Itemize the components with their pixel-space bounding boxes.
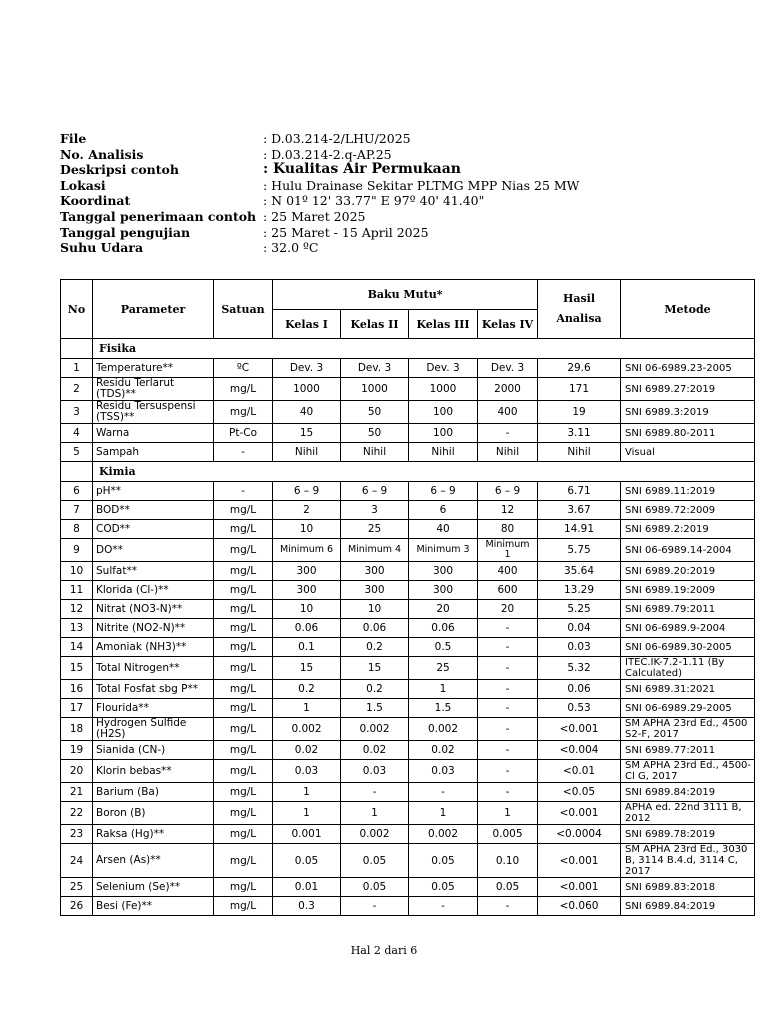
row-kelas-4: -	[478, 897, 538, 916]
row-parameter: Klorin bebas**	[93, 760, 214, 783]
table-row	[61, 424, 755, 443]
header-label: Lokasi	[60, 177, 106, 193]
row-parameter: DO**	[93, 539, 214, 562]
row-kelas-1: 15	[273, 657, 341, 680]
row-kelas-1: 0.02	[273, 741, 341, 760]
row-kelas-3: 6 – 9	[409, 482, 478, 501]
row-kelas-2: 6 – 9	[341, 482, 409, 501]
table-row	[61, 825, 755, 844]
table-row	[61, 539, 755, 562]
header-row	[60, 131, 760, 147]
row-kelas-1: 6 – 9	[273, 482, 341, 501]
row-hasil: 5.75	[538, 539, 621, 562]
row-satuan: mg/L	[214, 401, 273, 424]
row-metode: SNI 6989.79:2011	[621, 600, 755, 619]
row-kelas-1: Minimum 6	[273, 539, 341, 562]
row-kelas-3: 1	[409, 680, 478, 699]
row-kelas-4: -	[478, 638, 538, 657]
row-hasil: 0.04	[538, 619, 621, 638]
row-kelas-3: 1000	[409, 378, 478, 401]
row-kelas-2: 300	[341, 562, 409, 581]
row-kelas-4: -	[478, 680, 538, 699]
row-satuan: mg/L	[214, 741, 273, 760]
row-kelas-1: 0.001	[273, 825, 341, 844]
row-no: 15	[61, 657, 93, 680]
row-hasil: 29.6	[538, 359, 621, 378]
row-metode: SNI 6989.72:2009	[621, 501, 755, 520]
row-kelas-2: 300	[341, 581, 409, 600]
row-parameter: Besi (Fe)**	[93, 897, 214, 916]
header-label: No. Analisis	[60, 146, 144, 162]
row-satuan: mg/L	[214, 878, 273, 897]
row-hasil: 14.91	[538, 520, 621, 539]
row-kelas-3: Dev. 3	[409, 359, 478, 378]
row-kelas-1: 1	[273, 802, 341, 825]
row-kelas-4: 12	[478, 501, 538, 520]
row-parameter: Nitrite (NO2-N)**	[93, 619, 214, 638]
row-metode: SM APHA 23rd Ed., 4500 S2-F, 2017	[621, 718, 755, 741]
header-row	[60, 225, 760, 241]
table-row	[61, 520, 755, 539]
header-value: : 32.0 ºC	[263, 240, 319, 256]
header-label: Deskripsi contoh	[60, 162, 179, 178]
row-no: 20	[61, 760, 93, 783]
row-no: 17	[61, 699, 93, 718]
row-kelas-3: Nihil	[409, 443, 478, 462]
row-kelas-4: 2000	[478, 378, 538, 401]
row-kelas-3: 20	[409, 600, 478, 619]
row-kelas-1: 40	[273, 401, 341, 424]
row-kelas-4: Dev. 3	[478, 359, 538, 378]
row-hasil: 19	[538, 401, 621, 424]
row-metode: SNI 06-6989.30-2005	[621, 638, 755, 657]
row-kelas-4: -	[478, 741, 538, 760]
col-kelas-2: Kelas II	[341, 310, 409, 339]
header-label: Koordinat	[60, 193, 131, 209]
table-row	[61, 482, 755, 501]
row-kelas-1: 0.06	[273, 619, 341, 638]
row-kelas-3: 25	[409, 657, 478, 680]
row-no: 10	[61, 562, 93, 581]
row-hasil: 0.53	[538, 699, 621, 718]
row-hasil: 0.03	[538, 638, 621, 657]
row-metode: SM APHA 23rd Ed., 4500-Cl G, 2017	[621, 760, 755, 783]
row-hasil: <0.001	[538, 802, 621, 825]
row-kelas-4: 20	[478, 600, 538, 619]
row-kelas-3: 0.5	[409, 638, 478, 657]
row-kelas-1: Nihil	[273, 443, 341, 462]
row-kelas-1: 300	[273, 562, 341, 581]
row-kelas-1: 2	[273, 501, 341, 520]
row-parameter: Residu Tersuspensi (TSS)**	[93, 401, 214, 424]
page-number: Hal 2 dari 6	[350, 944, 418, 957]
row-kelas-3: 0.03	[409, 760, 478, 783]
table-row	[61, 581, 755, 600]
header-row	[60, 209, 760, 225]
row-parameter: Hydrogen Sulfide (H2S)	[93, 718, 214, 741]
row-no: 21	[61, 783, 93, 802]
row-kelas-1: 0.03	[273, 760, 341, 783]
row-hasil: 0.06	[538, 680, 621, 699]
header-value: : D.03.214-2.q-AP.25	[263, 146, 392, 162]
row-kelas-2: 0.06	[341, 619, 409, 638]
row-kelas-2: 0.002	[341, 718, 409, 741]
row-satuan: mg/L	[214, 378, 273, 401]
row-kelas-3: 1	[409, 802, 478, 825]
header-value: : D.03.214-2/LHU/2025	[263, 131, 411, 146]
table-row	[61, 657, 755, 680]
header-label: Tanggal penerimaan contoh	[60, 208, 257, 224]
row-parameter: Boron (B)	[93, 802, 214, 825]
row-metode: SNI 6989.20:2019	[621, 562, 755, 581]
row-parameter: pH**	[93, 482, 214, 501]
row-satuan: mg/L	[214, 539, 273, 562]
row-metode: SNI 6989.77:2011	[621, 741, 755, 760]
row-hasil: <0.001	[538, 878, 621, 897]
row-metode: SNI 6989.84:2019	[621, 783, 755, 802]
results-table	[60, 279, 755, 916]
row-kelas-2: -	[341, 783, 409, 802]
row-kelas-3: Minimum 3	[409, 539, 478, 562]
row-metode: Visual	[621, 443, 755, 462]
section-fisika: Fisika	[93, 339, 755, 359]
row-kelas-4: Minimum 1	[478, 539, 538, 562]
row-kelas-1: 0.002	[273, 718, 341, 741]
row-no: 25	[61, 878, 93, 897]
row-parameter: Temperature**	[93, 359, 214, 378]
row-satuan: mg/L	[214, 520, 273, 539]
row-hasil: 6.71	[538, 482, 621, 501]
row-kelas-2: 50	[341, 424, 409, 443]
row-kelas-2: 0.03	[341, 760, 409, 783]
row-kelas-3: 100	[409, 401, 478, 424]
row-kelas-2: 0.02	[341, 741, 409, 760]
row-hasil: 13.29	[538, 581, 621, 600]
row-kelas-3: 300	[409, 581, 478, 600]
row-satuan: -	[214, 482, 273, 501]
header-row	[60, 178, 760, 194]
row-kelas-2: 50	[341, 401, 409, 424]
row-satuan: mg/L	[214, 562, 273, 581]
row-parameter: Selenium (Se)**	[93, 878, 214, 897]
row-kelas-1: 0.3	[273, 897, 341, 916]
section-kimia: Kimia	[93, 462, 755, 482]
row-kelas-3: 6	[409, 501, 478, 520]
row-satuan: mg/L	[214, 897, 273, 916]
row-no: 19	[61, 741, 93, 760]
row-kelas-3: -	[409, 897, 478, 916]
row-kelas-2: 25	[341, 520, 409, 539]
table-row	[61, 378, 755, 401]
col-metode: Metode	[621, 280, 755, 339]
row-no: 6	[61, 482, 93, 501]
row-no: 9	[61, 539, 93, 562]
row-parameter: Flourida**	[93, 699, 214, 718]
row-kelas-4: 0.005	[478, 825, 538, 844]
row-kelas-2: 15	[341, 657, 409, 680]
row-parameter: Arsen (As)**	[93, 844, 214, 878]
row-parameter: Sulfat**	[93, 562, 214, 581]
row-kelas-2: 3	[341, 501, 409, 520]
row-hasil: 3.67	[538, 501, 621, 520]
row-parameter: Amoniak (NH3)**	[93, 638, 214, 657]
row-metode: SNI 6989.31:2021	[621, 680, 755, 699]
header-row	[60, 147, 760, 163]
table-row	[61, 878, 755, 897]
row-kelas-4: -	[478, 699, 538, 718]
row-kelas-3: -	[409, 783, 478, 802]
row-kelas-1: 0.1	[273, 638, 341, 657]
row-kelas-3: 0.002	[409, 718, 478, 741]
row-satuan: mg/L	[214, 501, 273, 520]
row-parameter: Warna	[93, 424, 214, 443]
table-row	[61, 401, 755, 424]
row-hasil: <0.060	[538, 897, 621, 916]
row-kelas-1: 15	[273, 424, 341, 443]
row-kelas-1: 1000	[273, 378, 341, 401]
row-metode: SNI 6989.78:2019	[621, 825, 755, 844]
table-row	[61, 783, 755, 802]
row-kelas-1: Dev. 3	[273, 359, 341, 378]
row-kelas-1: 1	[273, 783, 341, 802]
table-row	[61, 600, 755, 619]
row-kelas-2: 1.5	[341, 699, 409, 718]
row-kelas-2: Minimum 4	[341, 539, 409, 562]
col-baku-mutu: Baku Mutu*	[273, 280, 538, 310]
row-no: 16	[61, 680, 93, 699]
row-metode: SNI 6989.83:2018	[621, 878, 755, 897]
row-satuan: mg/L	[214, 600, 273, 619]
row-no: 13	[61, 619, 93, 638]
row-hasil: <0.001	[538, 718, 621, 741]
header-value: : Kualitas Air Permukaan	[263, 161, 461, 178]
row-satuan: mg/L	[214, 825, 273, 844]
row-no: 11	[61, 581, 93, 600]
row-parameter: Nitrat (NO3-N)**	[93, 600, 214, 619]
row-kelas-1: 0.01	[273, 878, 341, 897]
row-hasil: <0.0004	[538, 825, 621, 844]
row-hasil: <0.004	[538, 741, 621, 760]
row-satuan: mg/L	[214, 844, 273, 878]
row-kelas-2: 0.05	[341, 878, 409, 897]
row-kelas-4: 1	[478, 802, 538, 825]
row-hasil: 3.11	[538, 424, 621, 443]
row-kelas-4: -	[478, 657, 538, 680]
row-no: 4	[61, 424, 93, 443]
row-parameter: Total Nitrogen**	[93, 657, 214, 680]
row-parameter: COD**	[93, 520, 214, 539]
table-row	[61, 802, 755, 825]
row-kelas-2: 0.002	[341, 825, 409, 844]
row-metode: APHA ed. 22nd 3111 B, 2012	[621, 802, 755, 825]
row-hasil: <0.05	[538, 783, 621, 802]
row-kelas-2: -	[341, 897, 409, 916]
header-label: Tanggal pengujian	[60, 224, 191, 240]
row-kelas-1: 10	[273, 520, 341, 539]
header-label: File	[60, 131, 87, 146]
row-kelas-3: 0.002	[409, 825, 478, 844]
header-label: Suhu Udara	[60, 240, 144, 256]
row-kelas-3: 300	[409, 562, 478, 581]
row-kelas-1: 300	[273, 581, 341, 600]
row-metode: SNI 06-6989.23-2005	[621, 359, 755, 378]
row-no: 14	[61, 638, 93, 657]
row-no: 22	[61, 802, 93, 825]
row-kelas-4: -	[478, 783, 538, 802]
report-header	[60, 131, 760, 256]
row-no: 7	[61, 501, 93, 520]
row-satuan: mg/L	[214, 802, 273, 825]
row-parameter: Barium (Ba)	[93, 783, 214, 802]
col-kelas-1: Kelas I	[273, 310, 341, 339]
row-satuan: mg/L	[214, 718, 273, 741]
row-kelas-4: -	[478, 718, 538, 741]
row-satuan: mg/L	[214, 581, 273, 600]
row-kelas-3: 1.5	[409, 699, 478, 718]
row-kelas-2: 10	[341, 600, 409, 619]
row-kelas-1: 0.05	[273, 844, 341, 878]
row-hasil: <0.001	[538, 844, 621, 878]
row-satuan: mg/L	[214, 760, 273, 783]
row-kelas-3: 0.05	[409, 844, 478, 878]
table-row	[61, 443, 755, 462]
row-kelas-4: 400	[478, 562, 538, 581]
table-row	[61, 741, 755, 760]
row-metode: ITEC.IK-7.2-1.11 (By Calculated)	[621, 657, 755, 680]
row-satuan: mg/L	[214, 619, 273, 638]
row-kelas-1: 1	[273, 699, 341, 718]
row-kelas-4: 0.10	[478, 844, 538, 878]
row-no: 1	[61, 359, 93, 378]
row-parameter: BOD**	[93, 501, 214, 520]
row-metode: SNI 6989.3:2019	[621, 401, 755, 424]
header-value: : N 01º 12' 33.77" E 97º 40' 41.40"	[263, 193, 485, 209]
header-value: : 25 Maret 2025	[263, 208, 366, 224]
col-no: No	[61, 280, 93, 339]
table-row	[61, 680, 755, 699]
row-kelas-4: 0.05	[478, 878, 538, 897]
col-kelas-4: Kelas IV	[478, 310, 538, 339]
row-no: 23	[61, 825, 93, 844]
row-kelas-2: Nihil	[341, 443, 409, 462]
col-hasil: Hasil Analisa	[538, 280, 621, 339]
row-kelas-1: 10	[273, 600, 341, 619]
row-kelas-4: 400	[478, 401, 538, 424]
table-row	[61, 359, 755, 378]
row-satuan: mg/L	[214, 699, 273, 718]
header-value: : 25 Maret - 15 April 2025	[263, 224, 429, 240]
col-parameter: Parameter	[93, 280, 214, 339]
row-kelas-4: 6 – 9	[478, 482, 538, 501]
table-row	[61, 718, 755, 741]
row-kelas-2: 0.05	[341, 844, 409, 878]
row-satuan: -	[214, 443, 273, 462]
row-kelas-2: 0.2	[341, 638, 409, 657]
row-parameter: Sampah	[93, 443, 214, 462]
row-parameter: Klorida (Cl-)**	[93, 581, 214, 600]
row-satuan: ºC	[214, 359, 273, 378]
row-satuan: mg/L	[214, 657, 273, 680]
row-metode: SNI 6989.11:2019	[621, 482, 755, 501]
header-row	[60, 162, 760, 178]
row-satuan: Pt-Co	[214, 424, 273, 443]
row-parameter: Raksa (Hg)**	[93, 825, 214, 844]
row-metode: SNI 06-6989.14-2004	[621, 539, 755, 562]
col-kelas-3: Kelas III	[409, 310, 478, 339]
row-kelas-3: 0.05	[409, 878, 478, 897]
table-row	[61, 760, 755, 783]
row-no: 8	[61, 520, 93, 539]
row-metode: SNI 6989.27:2019	[621, 378, 755, 401]
row-no: 24	[61, 844, 93, 878]
row-no: 2	[61, 378, 93, 401]
row-hasil: Nihil	[538, 443, 621, 462]
table-row	[61, 562, 755, 581]
row-metode: SNI 6989.19:2009	[621, 581, 755, 600]
row-kelas-2: 1000	[341, 378, 409, 401]
row-kelas-4: 600	[478, 581, 538, 600]
row-satuan: mg/L	[214, 638, 273, 657]
header-value: : Hulu Drainase Sekitar PLTMG MPP Nias 25 MW	[263, 177, 580, 193]
row-metode: SNI 06-6989.9-2004	[621, 619, 755, 638]
row-metode: SM APHA 23rd Ed., 3030 B, 3114 B.4.d, 3114 C, 2017	[621, 844, 755, 878]
row-kelas-3: 100	[409, 424, 478, 443]
row-kelas-4: 80	[478, 520, 538, 539]
row-hasil: 171	[538, 378, 621, 401]
header-row	[60, 240, 760, 256]
table-row	[61, 699, 755, 718]
row-satuan: mg/L	[214, 680, 273, 699]
table-row	[61, 897, 755, 916]
row-kelas-4: -	[478, 760, 538, 783]
row-hasil: 5.32	[538, 657, 621, 680]
row-kelas-2: 1	[341, 802, 409, 825]
row-no: 26	[61, 897, 93, 916]
row-metode: SNI 6989.80-2011	[621, 424, 755, 443]
table-row	[61, 844, 755, 878]
row-satuan: mg/L	[214, 783, 273, 802]
row-kelas-2: 0.2	[341, 680, 409, 699]
table-row	[61, 619, 755, 638]
col-satuan: Satuan	[214, 280, 273, 339]
table-row	[61, 501, 755, 520]
header-row	[60, 193, 760, 209]
row-metode: SNI 6989.84:2019	[621, 897, 755, 916]
row-parameter: Residu Terlarut (TDS)**	[93, 378, 214, 401]
row-kelas-3: 0.06	[409, 619, 478, 638]
row-no: 3	[61, 401, 93, 424]
row-parameter: Sianida (CN-)	[93, 741, 214, 760]
row-kelas-4: -	[478, 619, 538, 638]
row-kelas-3: 0.02	[409, 741, 478, 760]
row-kelas-4: -	[478, 424, 538, 443]
row-parameter: Total Fosfat sbg P**	[93, 680, 214, 699]
row-kelas-1: 0.2	[273, 680, 341, 699]
row-metode: SNI 06-6989.29-2005	[621, 699, 755, 718]
row-kelas-2: Dev. 3	[341, 359, 409, 378]
row-kelas-3: 40	[409, 520, 478, 539]
table-row	[61, 638, 755, 657]
row-metode: SNI 6989.2:2019	[621, 520, 755, 539]
row-no: 12	[61, 600, 93, 619]
row-kelas-4: Nihil	[478, 443, 538, 462]
row-hasil: <0.01	[538, 760, 621, 783]
row-no: 18	[61, 718, 93, 741]
row-hasil: 35.64	[538, 562, 621, 581]
row-no: 5	[61, 443, 93, 462]
row-hasil: 5.25	[538, 600, 621, 619]
